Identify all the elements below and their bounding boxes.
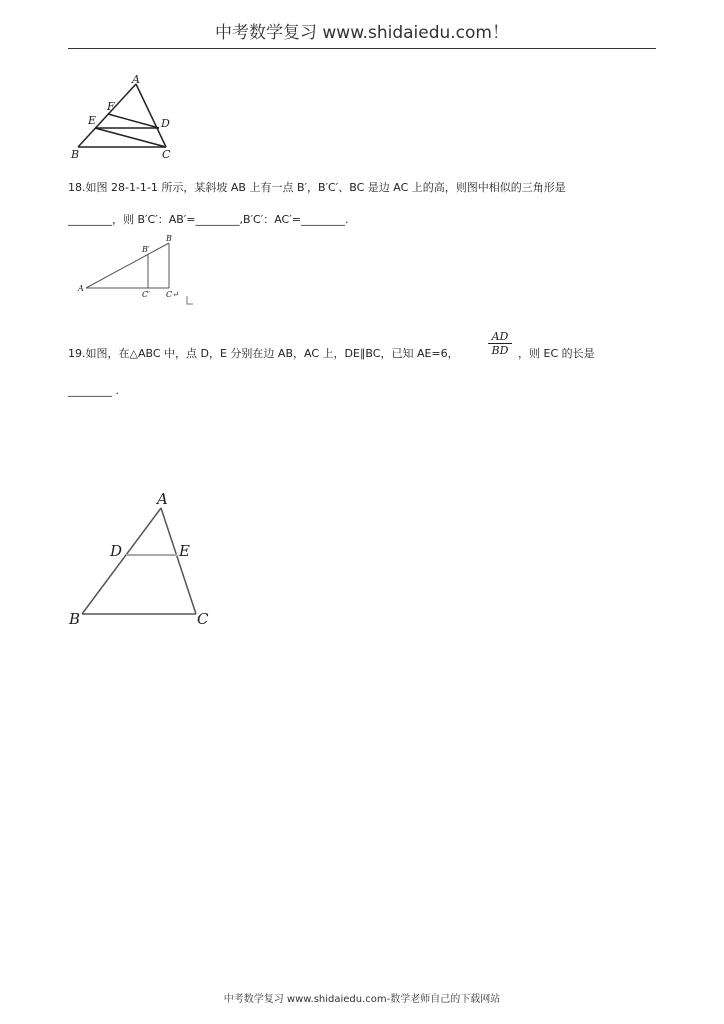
segment-ab bbox=[78, 84, 136, 147]
label-a: A bbox=[132, 73, 140, 86]
q19-fraction bbox=[488, 330, 512, 357]
label-c: C bbox=[197, 610, 209, 628]
header-title: 中考数学复习 www.shidaiedu.com！ bbox=[215, 23, 509, 43]
paragraph-mark bbox=[187, 296, 193, 304]
label-c: C bbox=[162, 148, 171, 161]
label-c: C↵ bbox=[166, 290, 179, 299]
q19-line1-before: 19.如图，在△ABC 中，点 D，E 分别在边 AB，AC 上，DE∥BC，已知 AE=6， bbox=[68, 347, 459, 360]
label-e: E bbox=[179, 542, 190, 560]
label-d: D bbox=[161, 117, 170, 130]
label-b: B bbox=[69, 610, 81, 628]
segment-ab bbox=[82, 508, 161, 614]
label-c-prime: C′ bbox=[142, 290, 150, 299]
label-b-prime: B′ bbox=[142, 245, 150, 254]
figure-triangle-abc-top bbox=[68, 72, 188, 164]
label-f: F bbox=[107, 100, 115, 113]
segment-ec bbox=[95, 128, 166, 147]
fraction-numerator: AD bbox=[488, 330, 512, 344]
label-a: A bbox=[78, 284, 84, 293]
label-a: A bbox=[157, 490, 168, 508]
label-e: E bbox=[88, 114, 97, 127]
segment-ab-slope bbox=[86, 243, 169, 288]
q18-line1: 18.如图 28-1-1-1 所示，某斜坡 AB 上有一点 B′，B′C′、BC 是边 AC 上的高，则图中相似的三角形是 bbox=[68, 181, 566, 194]
figure-slope bbox=[68, 230, 208, 312]
figure-triangle-de-parallel bbox=[66, 488, 226, 630]
segment-ac bbox=[161, 508, 196, 614]
page-footer: 中考数学复习 www.shidaiedu.com-数学老师自己的下载网站 bbox=[223, 994, 501, 1005]
fraction-denominator: BD bbox=[491, 344, 509, 357]
q18-line2: ________，则 B′C′：AB′=________,B′C′：AC′=________. bbox=[68, 213, 349, 226]
segment-ac bbox=[136, 84, 166, 147]
q19-line2: ________ . bbox=[68, 384, 119, 397]
label-d: D bbox=[110, 542, 123, 560]
label-b: B bbox=[166, 234, 172, 243]
q19-line1-after: ，则 EC 的长是 bbox=[518, 347, 595, 360]
label-b: B bbox=[71, 148, 80, 161]
page-header bbox=[68, 18, 656, 49]
